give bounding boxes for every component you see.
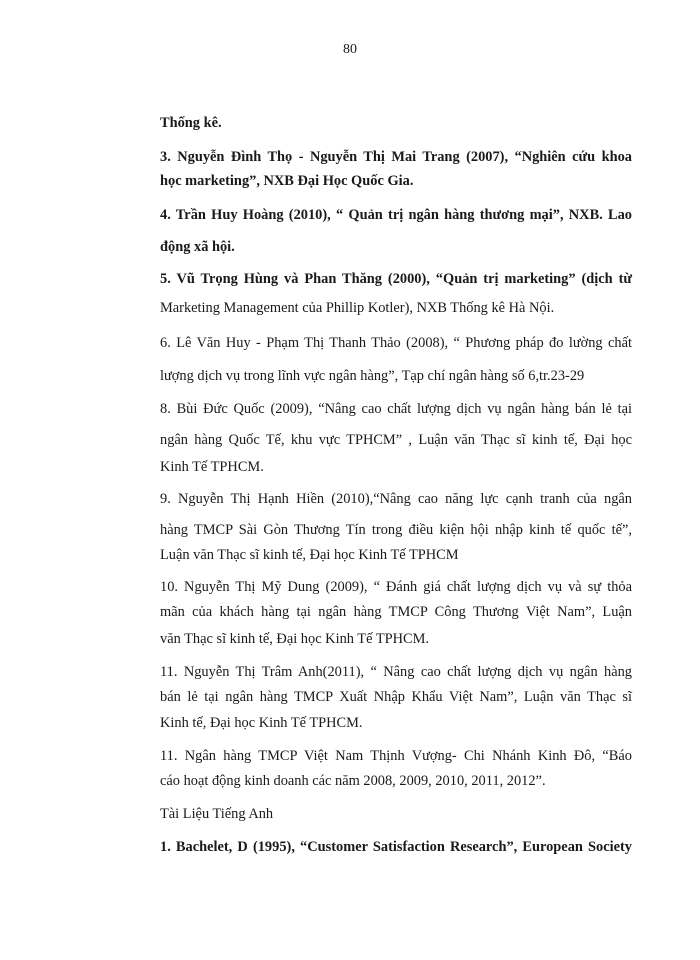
reference-4-line-2: động xã hội. bbox=[160, 239, 235, 255]
reference-8-line-3: Kinh Tế TPHCM. bbox=[160, 459, 264, 475]
reference-10-line-3: văn Thạc sĩ kinh tế, Đại học Kinh Tế TPHCM. bbox=[160, 631, 429, 647]
english-reference-1-line-1: 1. Bachelet, D (1995), “Customer Satisfaction Research”, European Society bbox=[160, 839, 632, 855]
reference-3-line-1: 3. Nguyễn Đình Thọ - Nguyễn Thị Mai Trang (2007), “Nghiên cứu khoa bbox=[160, 149, 632, 165]
page-number: 80 bbox=[343, 42, 357, 57]
reference-6-line-1: 6. Lê Văn Huy - Phạm Thị Thanh Thảo (2008), “ Phương pháp đo lường chất bbox=[160, 335, 632, 351]
reference-5-line-1: 5. Vũ Trọng Hùng và Phan Thăng (2000), “Quản trị marketing” (dịch từ bbox=[160, 271, 632, 287]
reference-11a-line-2: bán lẻ tại ngân hàng TMCP Xuất Nhập Khẩu Việt Nam”, Luận văn Thạc sĩ bbox=[160, 689, 632, 705]
reference-11b-line-1: 11. Ngân hàng TMCP Việt Nam Thịnh Vượng- Chi Nhánh Kinh Đô, “Báo bbox=[160, 748, 632, 764]
reference-8-line-1: 8. Bùi Đức Quốc (2009), “Nâng cao chất lượng dịch vụ ngân hàng bán lẻ tại bbox=[160, 401, 632, 417]
reference-11a-line-1: 11. Nguyễn Thị Trâm Anh(2011), “ Nâng cao chất lượng dịch vụ ngân hàng bbox=[160, 664, 632, 680]
reference-3-line-2: học marketing”, NXB Đại Học Quốc Gia. bbox=[160, 173, 414, 189]
reference-9-line-1: 9. Nguyễn Thị Hạnh Hiền (2010),“Nâng cao năng lực cạnh tranh của ngân bbox=[160, 491, 632, 507]
english-references-heading: Tài Liệu Tiếng Anh bbox=[160, 806, 274, 822]
reference-9-line-2: hàng TMCP Sài Gòn Thương Tín trong điều kiện hội nhập kinh tế quốc tế”, bbox=[160, 522, 632, 538]
reference-9-line-3: Luận văn Thạc sĩ kinh tế, Đại học Kinh Tế TPHCM bbox=[160, 547, 459, 563]
reference-11a-line-3: Kinh tế, Đại học Kinh Tế TPHCM. bbox=[160, 715, 363, 731]
reference-6-line-2: lượng dịch vụ trong lĩnh vực ngân hàng”, Tạp chí ngân hàng số 6,tr.23-29 bbox=[160, 368, 585, 384]
reference-line: Thống kê. bbox=[160, 115, 222, 131]
reference-8-line-2: ngân hàng Quốc Tế, khu vực TPHCM” , Luận văn Thạc sĩ kinh tế, Đại học bbox=[160, 432, 632, 448]
reference-5-line-2: Marketing Management của Phillip Kotler), NXB Thống kê Hà Nội. bbox=[160, 300, 555, 316]
reference-10-line-1: 10. Nguyễn Thị Mỹ Dung (2009), “ Đánh giá chất lượng dịch vụ và sự thỏa bbox=[160, 579, 632, 595]
reference-10-line-2: mãn của khách hàng tại ngân hàng TMCP Công Thương Việt Nam”, Luận bbox=[160, 604, 632, 620]
reference-11b-line-2: cáo hoạt động kinh doanh các năm 2008, 2009, 2010, 2011, 2012”. bbox=[160, 773, 546, 789]
reference-4-line-1: 4. Trần Huy Hoàng (2010), “ Quản trị ngân hàng thương mại”, NXB. Lao bbox=[160, 207, 632, 223]
